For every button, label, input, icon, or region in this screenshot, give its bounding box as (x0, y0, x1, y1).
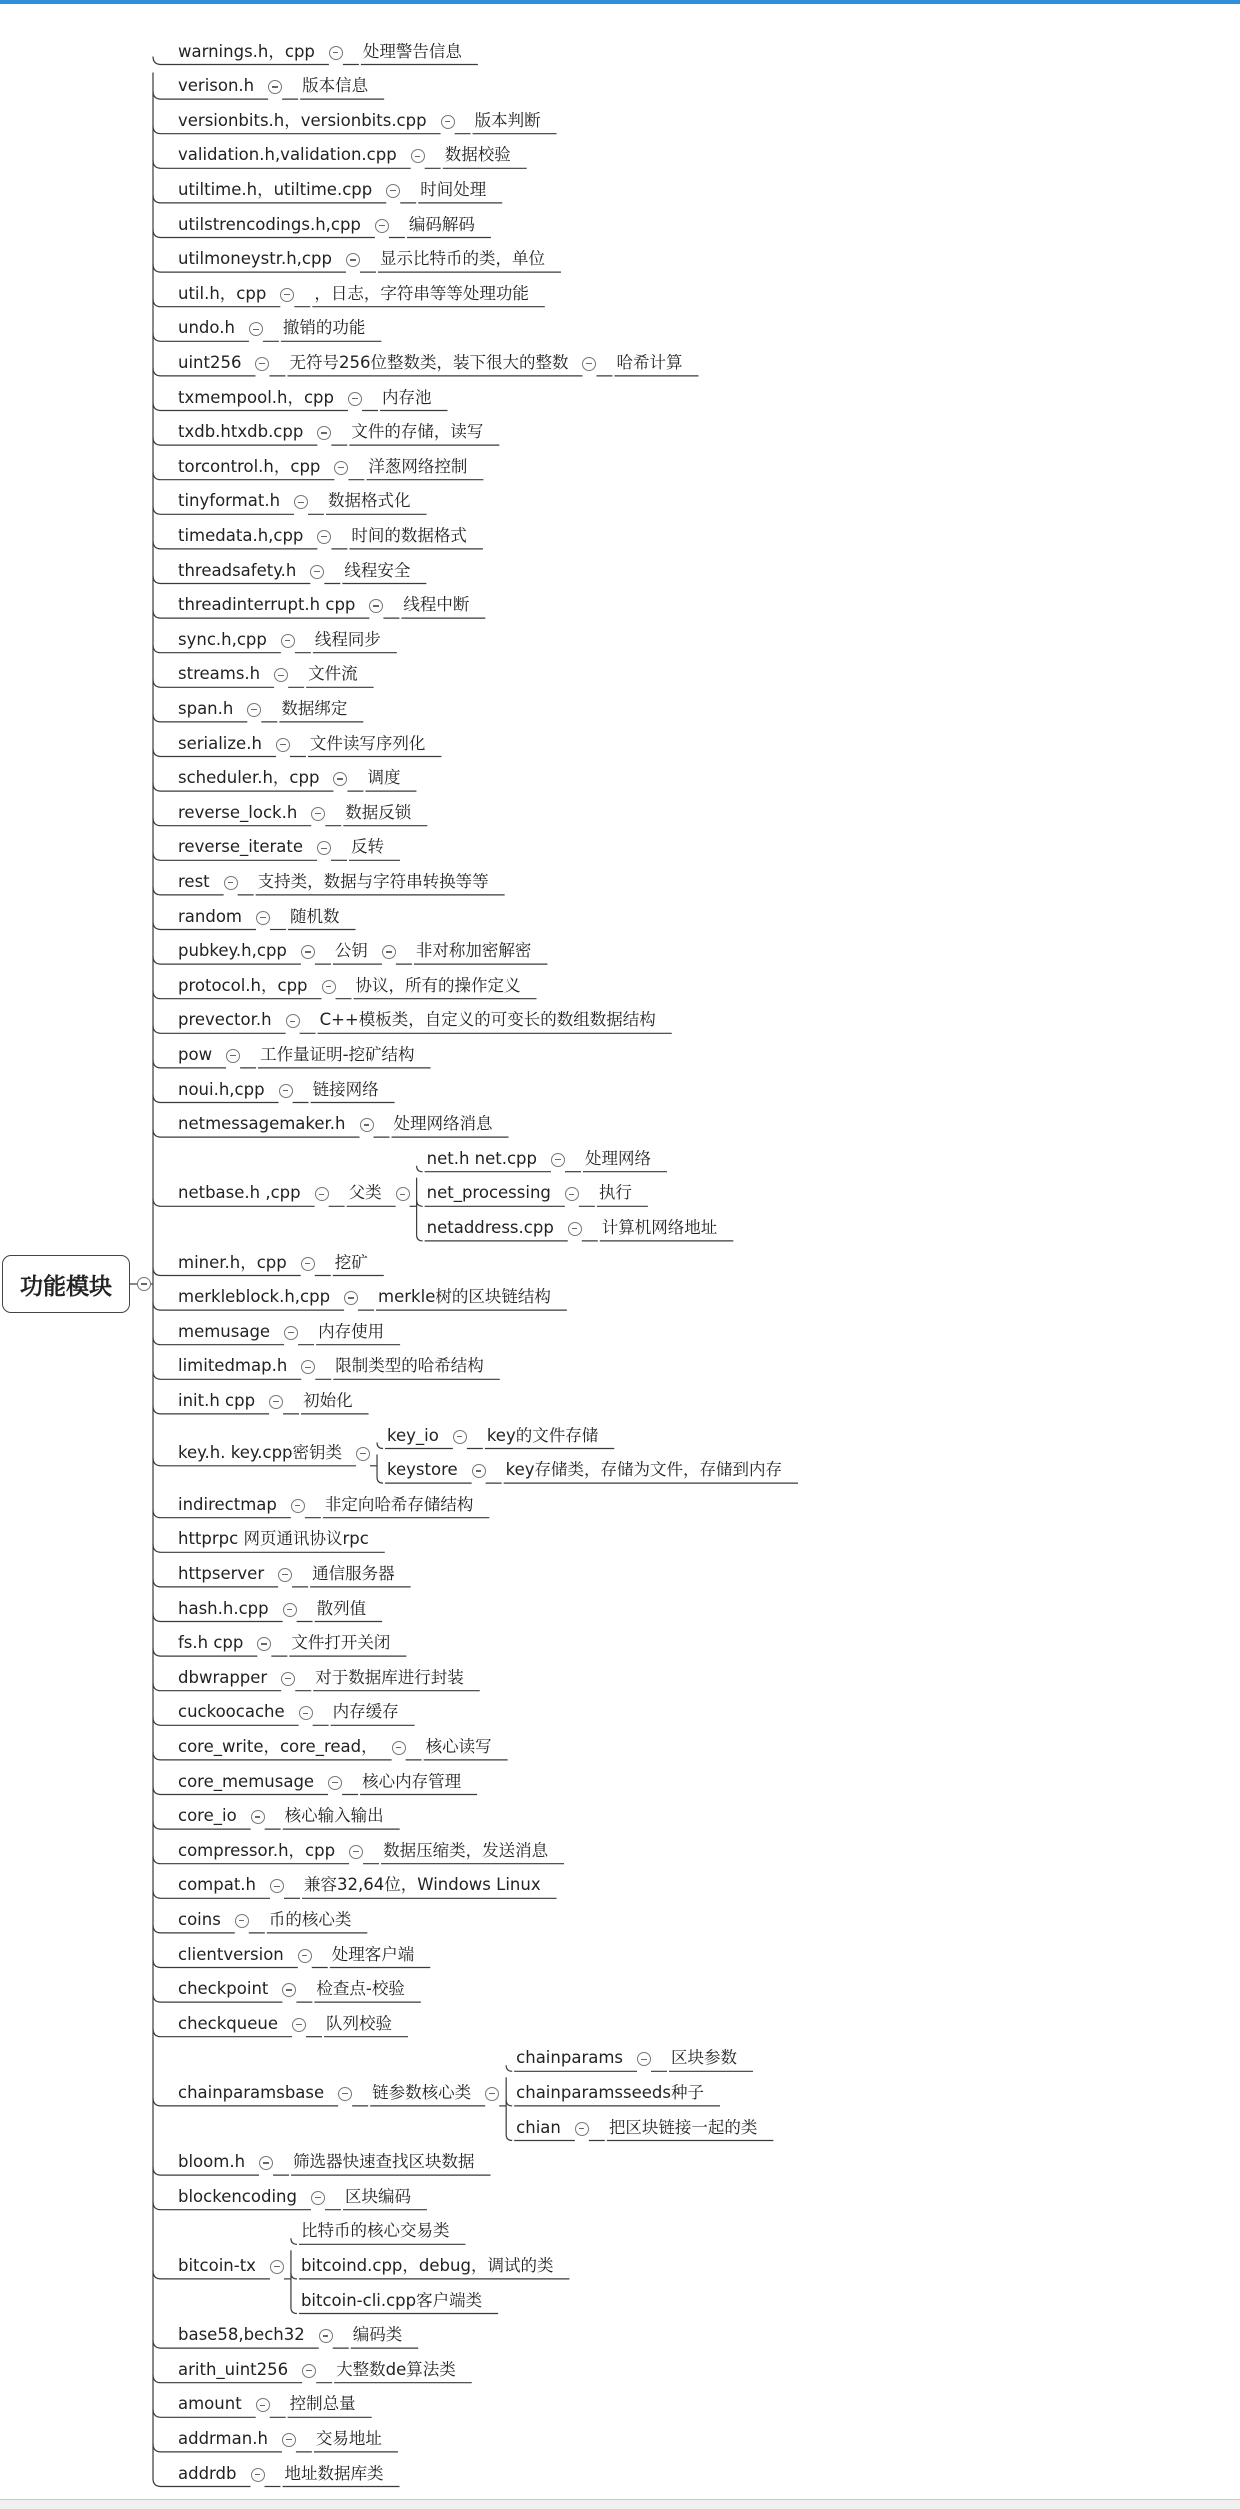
subtopic-node[interactable]: 核心输入输出 (284, 1806, 384, 1826)
topic-merkleblock-h-cpp[interactable]: merkleblock.h,cpp (178, 1287, 331, 1307)
topic-amount[interactable]: amount (178, 2394, 242, 2414)
topic-checkpoint[interactable]: checkpoint (178, 1979, 269, 1999)
subtopic-node[interactable]: 初始化 (303, 1390, 353, 1410)
topic-utilmoneystr-h-cpp-collapse-toggle[interactable] (346, 253, 360, 267)
subtopic-node[interactable]: 数据反锁 (345, 802, 412, 822)
topic-scheduler-h-cpp[interactable]: scheduler.h，cpp (178, 768, 320, 788)
subtopic-node[interactable]: 内存池 (382, 387, 432, 407)
topic-txmempool-h-cpp-collapse-toggle[interactable] (348, 392, 362, 406)
topic-rest-collapse-toggle[interactable] (224, 876, 238, 890)
subtopic-node[interactable]: 比特币的核心交易类 (300, 2221, 450, 2241)
topic-utiltime-h-utiltime-cpp-collapse-toggle[interactable] (386, 184, 400, 198)
topic-netmessagemaker-h-collapse-toggle[interactable] (360, 1118, 374, 1132)
subtopic-node-collapse-toggle[interactable] (485, 2087, 499, 2101)
subtopic-node[interactable]: 计算机网络地址 (601, 1217, 718, 1237)
subtopic-node[interactable]: 文件读写序列化 (309, 733, 426, 753)
topic-blockencoding[interactable]: blockencoding (178, 2186, 297, 2206)
subtopic-node[interactable]: 内存使用 (318, 1321, 385, 1341)
topic-chainparamsbase[interactable]: chainparamsbase (178, 2082, 325, 2102)
subtopic-node[interactable]: 执行 (598, 1183, 632, 1203)
topic-limitedmap-h[interactable]: limitedmap.h (178, 1356, 288, 1376)
subtopic-key-io-collapse-toggle[interactable] (453, 1430, 467, 1444)
topic-addrman-h-collapse-toggle[interactable] (282, 2433, 296, 2447)
topic-timedata-h-cpp[interactable]: timedata.h,cpp (178, 525, 304, 545)
topic-random[interactable]: random (178, 906, 242, 926)
topic-addrdb[interactable]: addrdb (178, 2463, 237, 2483)
topic-init-h-cpp-collapse-toggle[interactable] (269, 1395, 283, 1409)
topic-sync-h-cpp[interactable]: sync.h,cpp (178, 629, 267, 649)
subtopic-net-h-net-cpp-collapse-toggle[interactable] (551, 1153, 565, 1167)
horizontal-scrollbar[interactable] (0, 2499, 1240, 2509)
subtopic-key[interactable]: key的文件存储 (486, 1425, 599, 1445)
topic-pow[interactable]: pow (178, 1044, 213, 1064)
subtopic-node[interactable]: 内存缓存 (332, 1702, 399, 1722)
topic-protocol-h-cpp[interactable]: protocol.h，cpp (178, 975, 308, 995)
subtopic-node[interactable]: 队列校验 (326, 2013, 392, 2033)
topic-txmempool-h-cpp[interactable]: txmempool.h，cpp (178, 387, 335, 407)
topic-random-collapse-toggle[interactable] (256, 911, 270, 925)
topic-checkqueue[interactable]: checkqueue (178, 2013, 278, 2033)
subtopic-256[interactable]: 无符号256位整数类，装下很大的整数 (289, 352, 569, 372)
topic-versionbits-h-versionbits-cpp-collapse-toggle[interactable] (441, 115, 455, 129)
subtopic-node[interactable]: 数据绑定 (281, 698, 348, 718)
subtopic-node[interactable]: 编码类 (352, 2325, 403, 2345)
subtopic-node-collapse-toggle[interactable] (396, 1187, 410, 1201)
topic-core-memusage[interactable]: core_memusage (178, 1771, 315, 1791)
topic-util-h-cpp-collapse-toggle[interactable] (280, 288, 294, 302)
topic-threadsafety-h[interactable]: threadsafety.h (178, 560, 297, 580)
subtopic-node[interactable]: 数据压缩类，发送消息 (383, 1840, 549, 1860)
subtopic-node[interactable]: 协议，所有的操作定义 (355, 975, 521, 995)
topic-indirectmap-collapse-toggle[interactable] (291, 1499, 305, 1513)
subtopic-node[interactable]: 哈希计算 (616, 352, 683, 372)
subtopic-node[interactable]: 版本判断 (474, 110, 541, 130)
topic-arith-uint256[interactable]: arith_uint256 (178, 2359, 289, 2379)
topic-core-io[interactable]: core_io (178, 1806, 237, 1826)
subtopic-node[interactable]: 洋葱网络控制 (368, 456, 468, 476)
topic-indirectmap[interactable]: indirectmap (178, 1494, 277, 1514)
topic-core-io-collapse-toggle[interactable] (251, 1810, 265, 1824)
subtopic-node[interactable]: 核心读写 (425, 1736, 492, 1756)
subtopic-bitcoind-cpp-debug[interactable]: bitcoind.cpp，debug，调试的类 (300, 2255, 554, 2275)
topic-memusage[interactable]: memusage (178, 1321, 271, 1341)
subtopic-node[interactable]: 检查点-校验 (316, 1979, 405, 1999)
subtopic-keystore-collapse-toggle[interactable] (472, 1464, 486, 1478)
subtopic-bitcoin-cli-cpp[interactable]: bitcoin-cli.cpp客户端类 (300, 2290, 483, 2310)
topic-prevector-h[interactable]: prevector.h (178, 1010, 272, 1030)
topic-compressor-h-cpp-collapse-toggle[interactable] (349, 1845, 363, 1859)
topic-span-h[interactable]: span.h (178, 698, 234, 718)
subtopic-node[interactable]: 父类 (348, 1183, 382, 1203)
topic-key-h-key-cpp[interactable]: key.h. key.cpp密钥类 (178, 1442, 343, 1462)
topic-rest[interactable]: rest (178, 871, 210, 891)
subtopic-key-io[interactable]: key_io (387, 1425, 439, 1445)
subtopic-keystore[interactable]: keystore (387, 1460, 458, 1480)
topic-dbwrapper-collapse-toggle[interactable] (281, 1672, 295, 1686)
topic-core-write-core-read[interactable]: core_write，core_read， (178, 1736, 378, 1756)
subtopic-node[interactable]: 撤销的功能 (282, 318, 366, 338)
topic-warnings-h-cpp[interactable]: warnings.h，cpp (178, 41, 315, 61)
subtopic-node[interactable]: 文件打开关闭 (291, 1633, 391, 1653)
subtopic-node[interactable]: 处理网络 (585, 1148, 651, 1168)
subtopic-de[interactable]: 大整数de算法类 (336, 2359, 456, 2379)
subtopic-node[interactable]: 公钥 (334, 941, 368, 961)
subtopic-node[interactable]: 时间的数据格式 (351, 525, 467, 545)
topic-noui-h-cpp[interactable]: noui.h,cpp (178, 1079, 265, 1099)
root-node[interactable]: 功能模块 (2, 1255, 130, 1313)
topic-base58-bech32[interactable]: base58,bech32 (178, 2325, 305, 2345)
subtopic-node[interactable]: 随机数 (290, 906, 340, 926)
topic-threadsafety-h-collapse-toggle[interactable] (310, 565, 324, 579)
topic-utilstrencodings-h-cpp-collapse-toggle[interactable] (375, 219, 389, 233)
subtopic-node[interactable]: 区块参数 (671, 2048, 738, 2068)
topic-netbase-h-cpp-collapse-toggle[interactable] (315, 1187, 329, 1201)
subtopic-chainparamsseeds[interactable]: chainparamsseeds种子 (516, 2082, 704, 2102)
subtopic-merkle[interactable]: merkle树的区块链结构 (378, 1287, 551, 1307)
topic-blockencoding-collapse-toggle[interactable] (311, 2191, 325, 2205)
subtopic-node[interactable]: 线程中断 (403, 595, 470, 615)
topic-sync-h-cpp-collapse-toggle[interactable] (281, 634, 295, 648)
subtopic-node[interactable]: 对于数据库进行封装 (315, 1667, 464, 1687)
topic-core-write-core-read-collapse-toggle[interactable] (392, 1741, 406, 1755)
topic-amount-collapse-toggle[interactable] (256, 2398, 270, 2412)
topic-pubkey-h-cpp-collapse-toggle[interactable] (301, 945, 315, 959)
topic-httpserver[interactable]: httpserver (178, 1563, 265, 1583)
subtopic-node[interactable]: 调度 (367, 768, 401, 788)
subtopic-node[interactable]: 币的核心类 (268, 1909, 352, 1929)
topic-chainparamsbase-collapse-toggle[interactable] (338, 2087, 352, 2101)
topic-memusage-collapse-toggle[interactable] (284, 1326, 298, 1340)
subtopic-node[interactable]: 线程同步 (314, 629, 381, 649)
topic-validation-h-validation-cpp[interactable]: validation.h,validation.cpp (178, 145, 397, 165)
subtopic-node[interactable]: 时间处理 (420, 179, 487, 199)
subtopic-node[interactable]: 挖矿 (334, 1252, 368, 1272)
subtopic-node-collapse-toggle[interactable] (382, 945, 396, 959)
topic-torcontrol-h-cpp[interactable]: torcontrol.h，cpp (178, 456, 321, 476)
topic-base58-bech32-collapse-toggle[interactable] (319, 2329, 333, 2343)
topic-hash-h-cpp[interactable]: hash.h.cpp (178, 1598, 269, 1618)
topic-httprpc-rpc[interactable]: httprpc 网页通讯协议rpc (178, 1529, 369, 1549)
subtopic-node[interactable]: 处理警告信息 (362, 41, 462, 61)
topic-pow-collapse-toggle[interactable] (226, 1049, 240, 1063)
topic-warnings-h-cpp-collapse-toggle[interactable] (329, 46, 343, 60)
topic-arith-uint256-collapse-toggle[interactable] (302, 2364, 316, 2378)
topic-coins-collapse-toggle[interactable] (235, 1914, 249, 1928)
topic-undo-h[interactable]: undo.h (178, 318, 235, 338)
topic-txdb-htxdb-cpp[interactable]: txdb.htxdb.cpp (178, 422, 304, 442)
topic-reverse-lock-h-collapse-toggle[interactable] (311, 807, 325, 821)
topic-pubkey-h-cpp[interactable]: pubkey.h,cpp (178, 941, 287, 961)
root-node-collapse-toggle[interactable] (137, 1277, 151, 1291)
topic-bitcoin-tx[interactable]: bitcoin-tx (178, 2255, 256, 2275)
subtopic-node[interactable]: 文件的存储，读写 (351, 422, 484, 442)
topic-netmessagemaker-h[interactable]: netmessagemaker.h (178, 1114, 346, 1134)
subtopic-node[interactable]: 处理客户端 (331, 1944, 415, 1964)
topic-utiltime-h-utiltime-cpp[interactable]: utiltime.h，utiltime.cpp (178, 179, 373, 199)
topic-miner-h-cpp-collapse-toggle[interactable] (301, 1257, 315, 1271)
topic-verison-h[interactable]: verison.h (178, 76, 255, 96)
subtopic-node[interactable]: 交易地址 (315, 2428, 382, 2448)
subtopic-node[interactable]: 控制总量 (289, 2394, 356, 2414)
subtopic-netaddress-cpp[interactable]: netaddress.cpp (426, 1217, 554, 1237)
topic-compat-h[interactable]: compat.h (178, 1875, 256, 1895)
subtopic-node[interactable]: 通信服务器 (312, 1563, 395, 1583)
subtopic-netaddress-cpp-collapse-toggle[interactable] (568, 1222, 582, 1236)
topic-utilstrencodings-h-cpp[interactable]: utilstrencodings.h,cpp (178, 214, 361, 234)
subtopic-32-64-windows-linux[interactable]: 兼容32,64位，Windows Linux (304, 1875, 541, 1895)
subtopic-node[interactable]: 支持类，数据与字符串转换等等 (257, 871, 489, 891)
subtopic-c[interactable]: C++模板类，自定义的可变长的数组数据结构 (319, 1010, 656, 1030)
topic-miner-h-cpp[interactable]: miner.h，cpp (178, 1252, 287, 1272)
subtopic-node[interactable]: ，日志，字符串等等处理功能 (314, 283, 529, 303)
subtopic-node[interactable]: 编码解码 (408, 214, 475, 234)
topic-serialize-h[interactable]: serialize.h (178, 733, 262, 753)
topic-cuckoocache-collapse-toggle[interactable] (299, 1706, 313, 1720)
topic-noui-h-cpp-collapse-toggle[interactable] (279, 1084, 293, 1098)
topic-init-h-cpp[interactable]: init.h cpp (178, 1390, 256, 1410)
topic-dbwrapper[interactable]: dbwrapper (178, 1667, 268, 1687)
topic-fs-h-cpp[interactable]: fs.h cpp (178, 1633, 244, 1653)
topic-utilmoneystr-h-cpp[interactable]: utilmoneystr.h,cpp (178, 249, 332, 269)
topic-uint256[interactable]: uint256 (178, 352, 242, 372)
topic-reverse-iterate[interactable]: reverse_iterate (178, 837, 303, 857)
subtopic-node[interactable]: 地址数据库类 (284, 2463, 384, 2483)
topic-clientversion[interactable]: clientversion (178, 1944, 284, 1964)
subtopic-node[interactable]: 显示比特币的类，单位 (379, 249, 545, 269)
topic-key-h-key-cpp-collapse-toggle[interactable] (356, 1447, 370, 1461)
topic-addrdb-collapse-toggle[interactable] (251, 2468, 265, 2482)
topic-addrman-h[interactable]: addrman.h (178, 2428, 268, 2448)
topic-coins[interactable]: coins (178, 1909, 221, 1929)
subtopic-node[interactable]: 把区块链接一起的类 (608, 2117, 758, 2137)
subtopic-node[interactable]: 版本信息 (302, 76, 369, 96)
subtopic-node[interactable]: 链接网络 (312, 1079, 379, 1099)
subtopic-chainparams[interactable]: chainparams (516, 2048, 624, 2068)
topic-streams-h[interactable]: streams.h (178, 664, 261, 684)
topic-bitcoin-tx-collapse-toggle[interactable] (270, 2260, 284, 2274)
subtopic-net-processing[interactable]: net_processing (426, 1183, 551, 1203)
subtopic-node[interactable]: 非对称加密解密 (415, 941, 532, 961)
subtopic-node[interactable]: 线程安全 (344, 560, 411, 580)
subtopic-chian-collapse-toggle[interactable] (575, 2122, 589, 2136)
subtopic-node[interactable]: 链参数核心类 (372, 2082, 472, 2102)
subtopic-node[interactable]: 文件流 (308, 664, 358, 684)
topic-compressor-h-cpp[interactable]: compressor.h，cpp (178, 1840, 336, 1860)
subtopic-node[interactable]: 数据格式化 (328, 491, 411, 511)
topic-util-h-cpp[interactable]: util.h，cpp (178, 283, 267, 303)
topic-threadinterrupt-h-cpp[interactable]: threadinterrupt.h cpp (178, 595, 356, 615)
subtopic-node[interactable]: 数据校验 (444, 145, 511, 165)
subtopic-key[interactable]: key存储类，存储为文件，存储到内存 (505, 1460, 783, 1480)
subtopic-node[interactable]: 限制类型的哈希结构 (335, 1356, 484, 1376)
topic-clientversion-collapse-toggle[interactable] (298, 1949, 312, 1963)
topic-netbase-h-cpp[interactable]: netbase.h ,cpp (178, 1183, 301, 1203)
subtopic-net-h-net-cpp[interactable]: net.h net.cpp (426, 1148, 537, 1168)
topic-validation-h-validation-cpp-collapse-toggle[interactable] (411, 149, 425, 163)
subtopic-node[interactable]: 处理网络消息 (393, 1114, 493, 1134)
subtopic-node[interactable]: 筛选器快速查找区块数据 (293, 2152, 475, 2172)
topic-protocol-h-cpp-collapse-toggle[interactable] (322, 980, 336, 994)
topic-httpserver-collapse-toggle[interactable] (278, 1568, 292, 1582)
topic-reverse-lock-h[interactable]: reverse_lock.h (178, 802, 298, 822)
topic-cuckoocache[interactable]: cuckoocache (178, 1702, 285, 1722)
topic-bloom-h[interactable]: bloom.h (178, 2152, 246, 2172)
subtopic-node[interactable]: 反转 (351, 837, 384, 857)
topic-prevector-h-collapse-toggle[interactable] (286, 1014, 300, 1028)
topic-hash-h-cpp-collapse-toggle[interactable] (283, 1603, 297, 1617)
topic-serialize-h-collapse-toggle[interactable] (276, 738, 290, 752)
subtopic-node[interactable]: 区块编码 (344, 2186, 411, 2206)
subtopic-node[interactable]: 散列值 (316, 1598, 367, 1618)
topic-core-memusage-collapse-toggle[interactable] (328, 1776, 342, 1790)
topic-tinyformat-h[interactable]: tinyformat.h (178, 491, 281, 511)
subtopic-chian[interactable]: chian (516, 2117, 561, 2137)
subtopic-node[interactable]: 工作量证明-挖矿结构 (260, 1044, 415, 1064)
topic-checkqueue-collapse-toggle[interactable] (292, 2018, 306, 2032)
subtopic-node[interactable]: 非定向哈希存储结构 (324, 1494, 474, 1514)
subtopic-node[interactable]: 核心内存管理 (362, 1771, 462, 1791)
topic-versionbits-h-versionbits-cpp[interactable]: versionbits.h，versionbits.cpp (178, 110, 427, 130)
